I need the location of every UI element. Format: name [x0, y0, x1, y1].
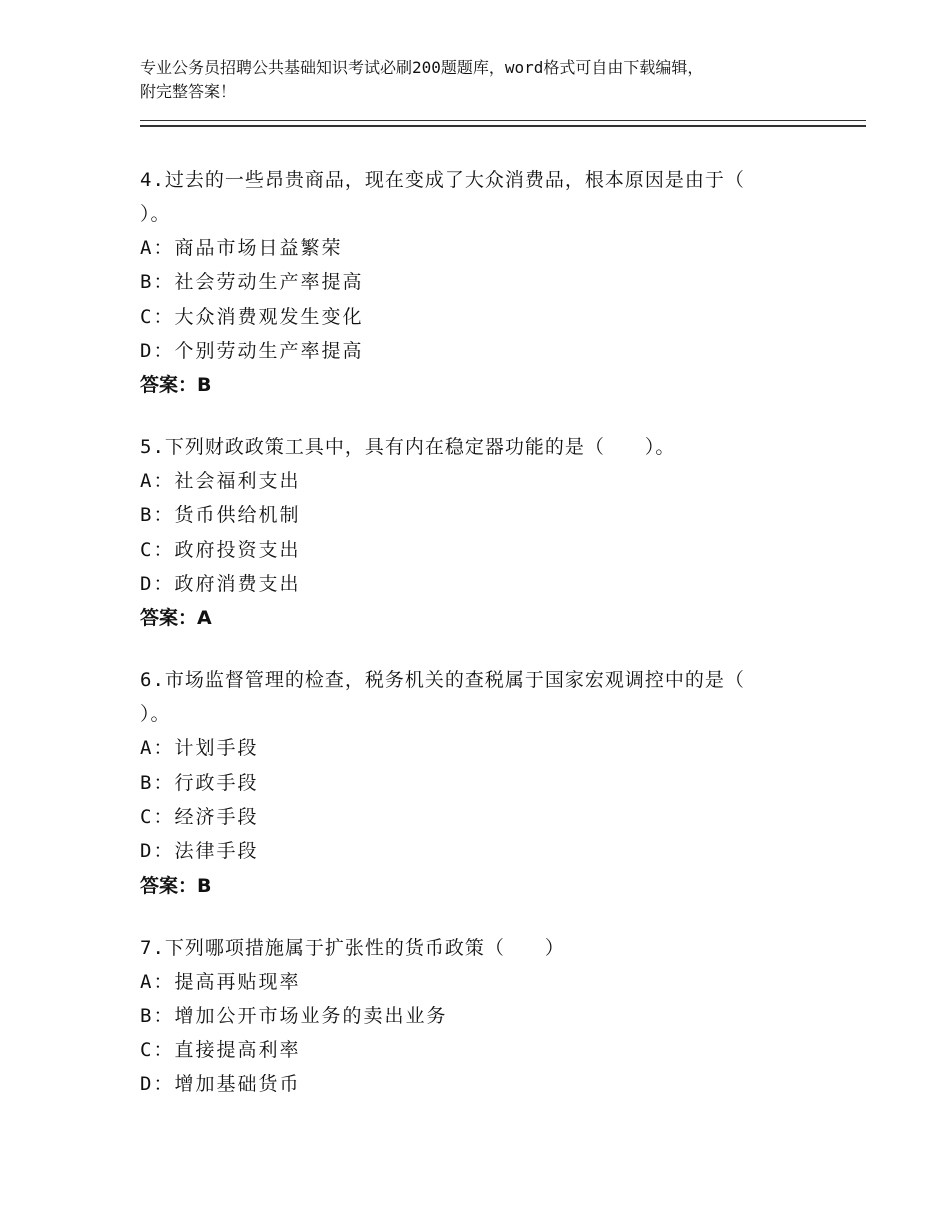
question-stem: [140, 931, 840, 965]
option-d: D：法律手段: [140, 840, 259, 863]
answer: 答案：B: [140, 374, 212, 397]
option-a: A：商品市场日益繁荣: [140, 237, 343, 259]
option-b: B：社会劳动生产率提高: [140, 271, 364, 294]
question-list: [140, 163, 840, 1130]
option-c: C：政府投资支出: [140, 538, 301, 561]
option-c: C：直接提高利率: [140, 1039, 301, 1062]
question-4: [140, 163, 840, 402]
question-stem-line-1: 5.下列财政政策工具中，具有内在稳定器功能的是（ ）。: [140, 436, 676, 459]
question-6: [140, 663, 840, 902]
question-stem-line-1: 6.市场监督管理的检查，税务机关的查税属于国家宏观调控中的是（: [140, 669, 745, 692]
question-5: [140, 430, 840, 635]
answer: 答案：B: [140, 874, 212, 897]
option-a: A：提高再贴现率: [140, 970, 301, 993]
question-stem-line-1: 4.过去的一些昂贵商品，现在变成了大众消费品，根本原因是由于（: [140, 169, 745, 191]
option-c: C：大众消费观发生变化: [140, 305, 364, 328]
option-b: B：行政手段: [140, 771, 259, 794]
header-divider: [140, 120, 866, 127]
option-b: B：增加公开市场业务的卖出业务: [140, 1004, 448, 1027]
question-stem: [140, 430, 840, 464]
document-header: [140, 56, 840, 104]
option-d: D：政府消费支出: [140, 573, 301, 596]
question-stem-line-2: ）。: [140, 703, 171, 726]
question-stem-line-1: 7.下列哪项措施属于扩张性的货币政策（ ）: [140, 936, 565, 959]
answer: 答案：A: [140, 607, 212, 630]
option-c: C：经济手段: [140, 805, 259, 828]
question-stem: [140, 163, 840, 231]
header-line-2: 附完整答案！: [140, 82, 237, 101]
question-7: [140, 931, 840, 1102]
question-stem-line-2: ）。: [140, 203, 171, 225]
option-a: A：计划手段: [140, 737, 259, 760]
option-a: A：社会福利支出: [140, 470, 301, 493]
question-stem: [140, 663, 840, 731]
option-d: D：个别劳动生产率提高: [140, 339, 364, 362]
option-b: B：货币供给机制: [140, 504, 301, 527]
option-d: D：增加基础货币: [140, 1073, 301, 1096]
header-line-1: 专业公务员招聘公共基础知识考试必刷200题题库，word格式可自由下载编辑，: [140, 58, 704, 77]
